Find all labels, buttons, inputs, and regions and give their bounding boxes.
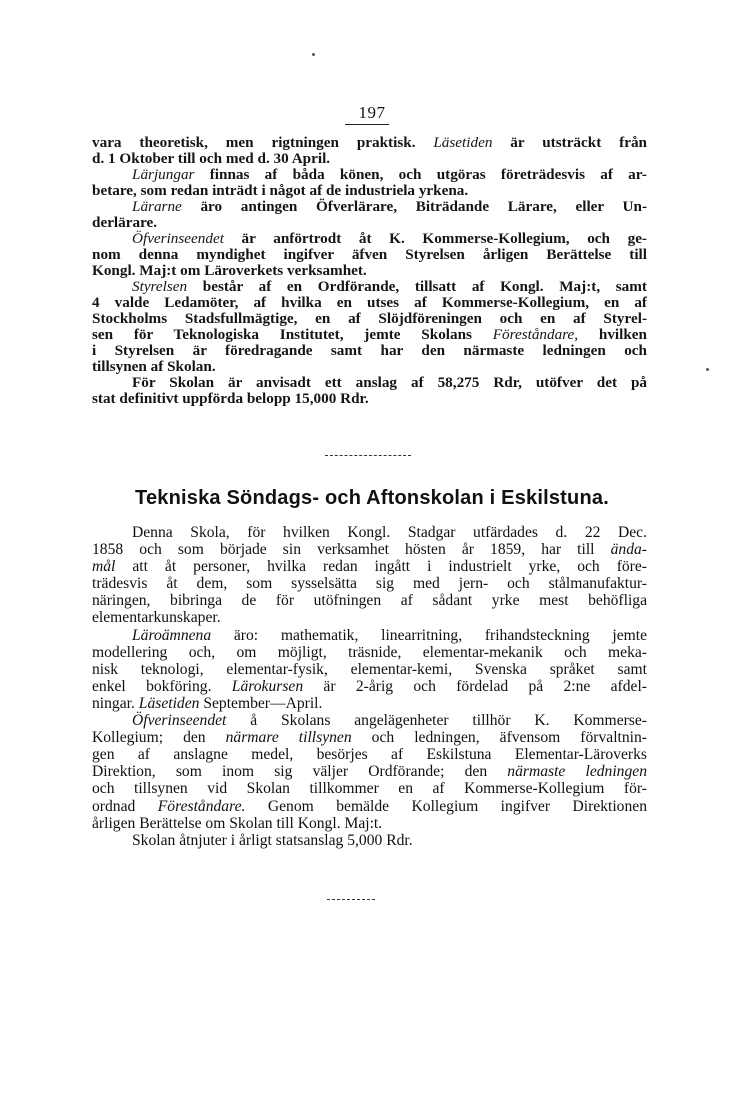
italic-term: Föreståndare, — [492, 326, 579, 343]
text-line: ningar. Läsetiden September—April. — [92, 694, 323, 712]
paragraph — [92, 712, 647, 832]
text-line: gen af anslagne medel, besörjes af Eskilstuna Elementar-Läroverks — [92, 746, 647, 764]
italic-term: Styrelsen — [132, 278, 188, 295]
italic-term: ända- — [610, 541, 647, 559]
paragraph — [92, 627, 647, 712]
italic-term: Läsetiden — [138, 694, 200, 712]
section-stockholm-continued — [92, 135, 647, 407]
text-line: stat definitivt uppförda belopp 15,000 Rdr. — [92, 390, 369, 407]
text-line: Denna Skola, för hvilken Kongl. Stadgar utfärdades d. 22 Dec. — [132, 524, 647, 541]
page-number-rule — [345, 124, 389, 125]
text-line: nom denna myndighet ingifver äfven Styrelsen årligen Berättelse till — [92, 246, 647, 263]
italic-term: Lärjungar — [132, 166, 195, 183]
paragraph — [92, 832, 647, 849]
text-line: Styrelsen består af en Ordförande, tillsatt af Kongl. Maj:t, samt — [132, 278, 647, 295]
text-line: 1858 och som började sin verksamhet hösten år 1859, har till ända- — [92, 541, 647, 559]
text-line: och tillsynen vid Skolan tillkommer en af Kommerse-Kollegium för- — [92, 780, 647, 798]
text-line: derlärare. — [92, 214, 158, 231]
text-line: Direktion, som inom sig väljer Ordförande; den närmaste ledningen — [92, 763, 647, 781]
italic-term: närmaste ledningen — [507, 763, 647, 781]
text-line: vara theoretisk, men rigtningen praktisk. Läsetiden är utsträckt från — [92, 134, 647, 151]
text-line: Skolan åtnjuter i årligt statsanslag 5,000 Rdr. — [132, 831, 413, 849]
text-line: årligen Berättelse om Skolan till Kongl. Maj:t. — [92, 814, 383, 832]
end-divider — [327, 899, 375, 900]
italic-term: Föreståndare. — [157, 797, 246, 815]
text-line: sen för Teknologiska Institutet, jemte Skolans Föreståndare, hvilken — [92, 326, 647, 343]
text-line: ordnad Föreståndare. Genom bemälde Kollegium ingifver Direktionen — [92, 797, 647, 815]
text-line: näringen, bibringa de för utöfningen af sådant yrke mest behöfliga — [92, 592, 647, 610]
paragraph — [92, 135, 647, 167]
print-speck — [312, 53, 315, 56]
text-line: enkel bokföring. Lärokursen är 2-årig och fördelad på 2:ne afdel- — [92, 677, 647, 695]
paragraph — [92, 375, 647, 407]
italic-term: Läroämnena — [132, 626, 212, 644]
italic-term: Lärokursen — [231, 677, 304, 695]
text-line: nisk teknologi, elementar-fysik, elementar-kemi, Svenska språket samt — [92, 660, 647, 678]
text-line: För Skolan är anvisadt ett anslag af 58,275 Rdr, utöfver det på — [132, 374, 647, 391]
text-line: Stockholms Stadsfullmägtige, en af Slöjdföreningen och en af Styrel- — [92, 310, 647, 327]
section-divider — [325, 455, 411, 456]
text-line: elementarkunskaper. — [92, 609, 221, 627]
text-line: 4 valde Ledamöter, af hvilka en utses af Kommerse-Kollegium, en af — [92, 294, 647, 311]
text-line: tillsynen af Skolan. — [92, 358, 216, 375]
italic-term: Läsetiden — [433, 134, 493, 151]
text-line: d. 1 Oktober till och med d. 30 April. — [92, 150, 331, 167]
print-speck — [706, 368, 709, 371]
text-line: Kongl. Maj:t om Läroverkets verksamhet. — [92, 262, 367, 279]
text-line: modellering och, om möjligt, träsnide, elementar-mekanik och meka- — [92, 643, 647, 661]
section-eskilstuna — [92, 524, 647, 849]
paragraph — [92, 279, 647, 375]
text-line: Lärarne äro antingen Öfverlärare, Biträdande Lärare, eller Un- — [132, 198, 647, 215]
text-line: i Styrelsen är föredragande samt har den närmaste ledningen och — [92, 342, 647, 359]
text-line: mål att åt personer, hvilka redan ingått i industrielt yrke, och före- — [92, 558, 647, 576]
text-line: betare, som redan inträdt i något af de industriela yrkena. — [92, 182, 469, 199]
paragraph — [92, 524, 647, 627]
text-line: Lärjungar finnas af båda könen, och utgöras företrädesvis af ar- — [132, 166, 647, 183]
section-heading: Tekniska Söndags- och Aftonskolan i Eskilstuna. — [135, 487, 609, 509]
italic-term: Lärarne — [132, 198, 182, 215]
italic-term: Öfverinseendet — [132, 712, 227, 730]
paragraph — [92, 167, 647, 199]
italic-term: mål — [92, 558, 116, 576]
text-line: Läroämnena äro: mathematik, linearritning, frihandsteckning jemte — [132, 626, 647, 644]
paragraph — [92, 199, 647, 231]
paragraph — [92, 231, 647, 279]
page-number: 197 — [358, 103, 386, 122]
italic-term: Öfverinseendet — [132, 230, 224, 247]
text-line: trädesvis åt dem, som sysselsätta sig med jern- och stålmanufaktur- — [92, 575, 647, 593]
italic-term: närmare tillsynen — [225, 729, 352, 747]
text-line: Öfverinseendet är anförtrodt åt K. Kommerse-Kollegium, och ge- — [132, 230, 647, 247]
text-line: Öfverinseendet å Skolans angelägenheter tillhör K. Kommerse- — [132, 712, 647, 730]
text-line: Kollegium; den närmare tillsynen och ledningen, äfvensom förvaltnin- — [92, 729, 647, 747]
